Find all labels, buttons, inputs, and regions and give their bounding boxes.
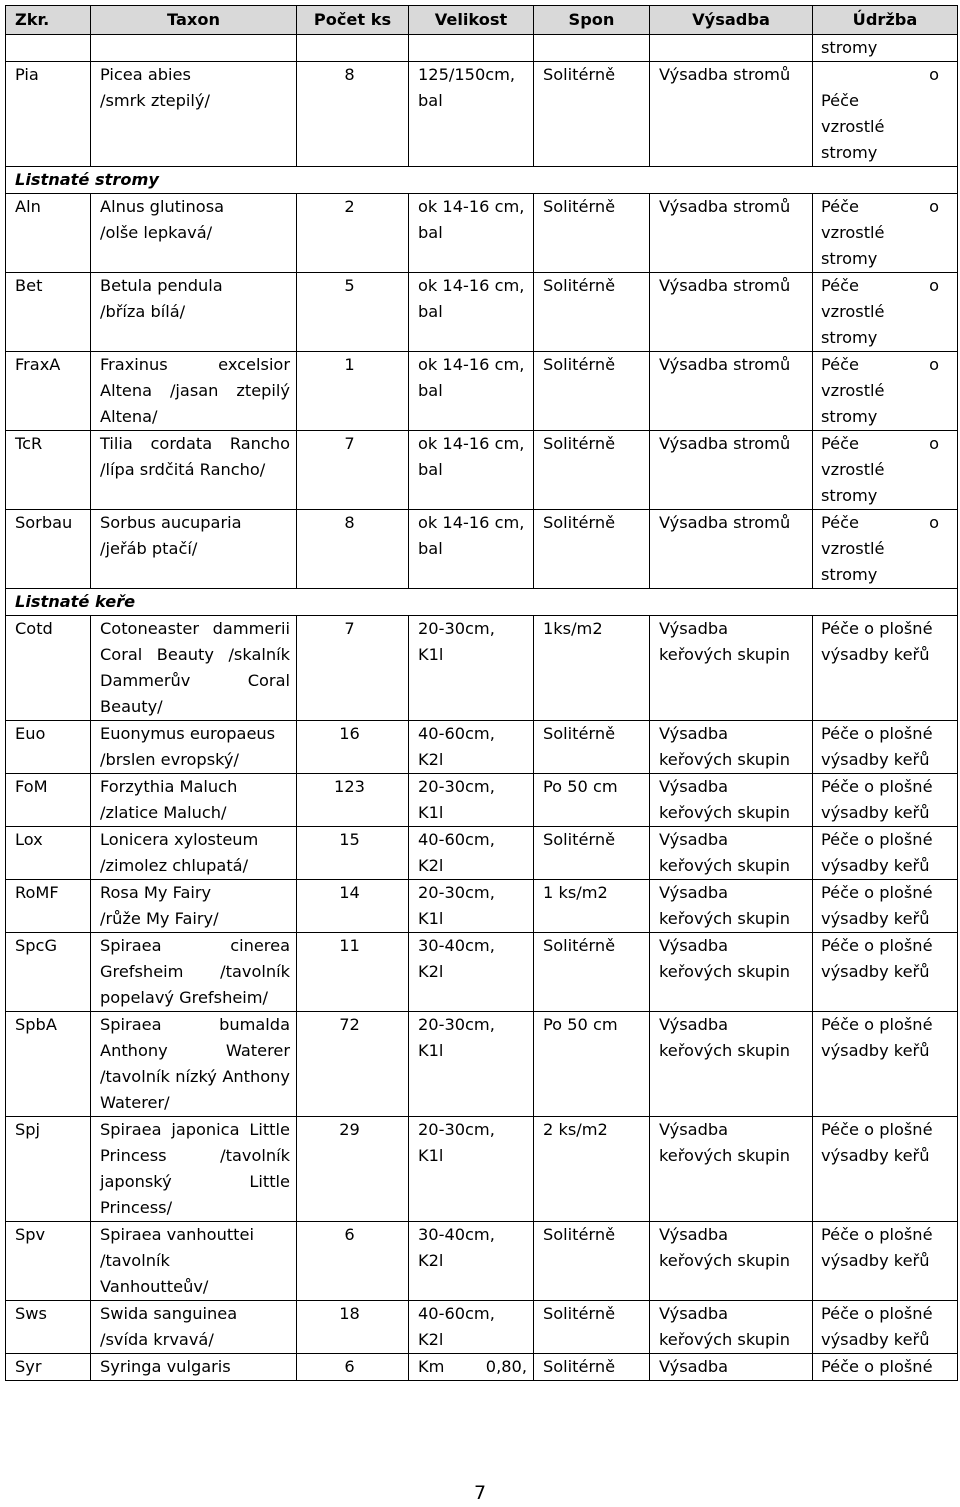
size-text: ok 14-16 cm, bal <box>418 513 525 558</box>
size-text: 0,80, <box>485 1357 527 1376</box>
taxon-cell <box>91 616 297 721</box>
care-label: Péče <box>821 513 860 532</box>
taxon-text: Spiraea japonica Little Princess /tavolník japonský Little Princess/ <box>100 1120 290 1217</box>
table-row <box>6 62 958 167</box>
count-cell: 14 <box>297 880 409 933</box>
planting-cell <box>650 1012 813 1117</box>
taxon-text: Sorbus aucuparia /jeřáb ptačí/ <box>100 513 242 558</box>
taxon-cell: Syringa vulgaris <box>91 1354 297 1381</box>
care-text: Péče o plošné výsadby keřů <box>821 936 933 981</box>
header-spacing: Spon <box>534 6 650 35</box>
care-label: Péče <box>821 434 860 453</box>
code-cell: SpcG <box>6 933 91 1012</box>
size-cell <box>409 194 534 273</box>
planting-text: Výsadba keřových skupin <box>659 777 791 822</box>
size-cell <box>409 62 534 167</box>
care-o: o <box>929 197 939 216</box>
code-cell: Lox <box>6 827 91 880</box>
taxon-cell <box>91 352 297 431</box>
code-cell: Euo <box>6 721 91 774</box>
spacing-cell: Solitérně <box>534 431 650 510</box>
care-text: Péče o plošné výsadby keřů <box>821 1304 933 1349</box>
taxon-cell <box>91 1012 297 1117</box>
size-text: 40-60cm, K2l <box>418 1304 495 1349</box>
taxon-cell <box>91 62 297 167</box>
taxon-text: Picea abies /smrk ztepilý/ <box>100 65 210 110</box>
size-cell <box>409 616 534 721</box>
care-cell <box>813 431 958 510</box>
size-text: 125/150cm, bal <box>418 65 516 110</box>
code-cell: SpbA <box>6 1012 91 1117</box>
code-cell: Syr <box>6 1354 91 1381</box>
count-cell: 123 <box>297 774 409 827</box>
care-text: Péče o plošné výsadby keřů <box>821 777 933 822</box>
planting-cell: Výsadba stromů <box>650 352 813 431</box>
care-label: Péče <box>821 197 860 216</box>
header-planting: Výsadba <box>650 6 813 35</box>
taxon-cell <box>91 510 297 589</box>
code-cell: Sws <box>6 1301 91 1354</box>
care-cell <box>813 194 958 273</box>
care-text: Péče o plošné výsadby keřů <box>821 1120 933 1165</box>
count-cell: 6 <box>297 1354 409 1381</box>
table-cell <box>91 35 297 62</box>
size-text: 40-60cm, K2l <box>418 724 495 769</box>
code-cell: Spj <box>6 1117 91 1222</box>
taxon-text: Spiraea bumalda Anthony Waterer /tavolník nízký Anthony Waterer/ <box>100 1015 290 1112</box>
care-cell <box>813 62 958 167</box>
code-cell: Bet <box>6 273 91 352</box>
size-text: ok 14-16 cm, bal <box>418 276 525 321</box>
planting-cell: Výsadba stromů <box>650 62 813 167</box>
count-cell: 8 <box>297 510 409 589</box>
planting-text: Výsadba keřových skupin <box>659 1015 791 1060</box>
spacing-cell: Solitérně <box>534 352 650 431</box>
header-row <box>6 6 958 35</box>
table-row <box>6 880 958 933</box>
care-cell <box>813 510 958 589</box>
taxon-text: Alnus glutinosa /olše lepkavá/ <box>100 197 225 242</box>
table-row <box>6 510 958 589</box>
size-cell <box>409 1354 534 1381</box>
planting-text: Výsadba keřových skupin <box>659 936 791 981</box>
size-cell <box>409 1301 534 1354</box>
care-cell <box>813 721 958 774</box>
code-cell: Pia <box>6 62 91 167</box>
taxon-text: Cotoneaster dammerii Coral Beauty /skalník Dammerův Coral Beauty/ <box>100 619 290 716</box>
taxon-cell <box>91 1117 297 1222</box>
planting-cell: Výsadba stromů <box>650 273 813 352</box>
section-title: Listnaté stromy <box>6 167 958 194</box>
count-cell: 8 <box>297 62 409 167</box>
taxon-cell <box>91 1301 297 1354</box>
table-row <box>6 616 958 721</box>
code-cell: Cotd <box>6 616 91 721</box>
taxon-text: Rosa My Fairy /růže My Fairy/ <box>100 883 219 928</box>
planting-text: Výsadba keřových skupin <box>659 830 791 875</box>
count-cell: 7 <box>297 431 409 510</box>
planting-cell <box>650 774 813 827</box>
count-cell: 18 <box>297 1301 409 1354</box>
care-text: Péče o plošné výsadby keřů <box>821 830 933 875</box>
planting-cell <box>650 1301 813 1354</box>
planting-cell: Výsadba <box>650 1354 813 1381</box>
care-rest: vzrostlé stromy <box>821 302 885 347</box>
count-cell: 29 <box>297 1117 409 1222</box>
taxon-text: Forzythia Maluch /zlatice Maluch/ <box>100 777 238 822</box>
taxon-cell <box>91 194 297 273</box>
taxon-cell <box>91 721 297 774</box>
care-cell <box>813 1222 958 1301</box>
size-text: ok 14-16 cm, bal <box>418 355 525 400</box>
spacing-cell: Solitérně <box>534 827 650 880</box>
table-row <box>6 933 958 1012</box>
count-cell: 1 <box>297 352 409 431</box>
care-o: o <box>929 434 939 453</box>
spacing-cell: Solitérně <box>534 721 650 774</box>
size-cell <box>409 1117 534 1222</box>
care-text <box>821 431 957 509</box>
size-cell <box>409 827 534 880</box>
size-text: 40-60cm, K2l <box>418 830 495 875</box>
taxon-text: Fraxinus excelsior Altena /jasan ztepilý Altena/ <box>100 355 290 426</box>
table-cell <box>409 35 534 62</box>
carryover-row <box>6 35 958 62</box>
size-cell <box>409 273 534 352</box>
table-row <box>6 721 958 774</box>
care-rest: vzrostlé stromy <box>821 539 885 584</box>
spacing-cell: Po 50 cm <box>534 774 650 827</box>
care-cell <box>813 933 958 1012</box>
size-cell <box>409 721 534 774</box>
care-cell <box>813 880 958 933</box>
size-text: 20-30cm, K1l <box>418 777 495 822</box>
care-text <box>821 194 957 272</box>
size-cell <box>409 880 534 933</box>
spacing-cell: Solitérně <box>534 933 650 1012</box>
code-cell: TcR <box>6 431 91 510</box>
care-label: Péče <box>821 355 860 374</box>
table-row <box>6 1117 958 1222</box>
care-text <box>821 510 957 588</box>
care-cell <box>813 616 958 721</box>
taxon-text: Spiraea cinerea Grefsheim /tavolník popelavý Grefsheim/ <box>100 936 290 1007</box>
care-text <box>821 273 957 351</box>
planting-cell: Výsadba stromů <box>650 510 813 589</box>
code-cell: Aln <box>6 194 91 273</box>
table-row <box>6 774 958 827</box>
care-rest: vzrostlé stromy <box>821 381 885 426</box>
care-text: Péče o plošné výsadby keřů <box>821 883 933 928</box>
count-cell: 7 <box>297 616 409 721</box>
planting-cell <box>650 827 813 880</box>
planting-cell <box>650 616 813 721</box>
planting-cell <box>650 933 813 1012</box>
count-cell: 6 <box>297 1222 409 1301</box>
care-cell <box>813 352 958 431</box>
taxon-cell <box>91 431 297 510</box>
planting-cell <box>650 1117 813 1222</box>
taxon-text: Betula pendula /bříza bílá/ <box>100 276 223 321</box>
table-row <box>6 827 958 880</box>
size-cell <box>409 1222 534 1301</box>
care-o: o <box>929 276 939 295</box>
planting-text: Výsadba keřových skupin <box>659 619 791 664</box>
care-text <box>821 352 957 430</box>
table-row <box>6 1354 958 1381</box>
size-cell <box>409 774 534 827</box>
spacing-cell: Solitérně <box>534 62 650 167</box>
size-text: 30-40cm, K2l <box>418 936 495 981</box>
table-row <box>6 273 958 352</box>
code-cell: FoM <box>6 774 91 827</box>
spacing-cell: 2 ks/m2 <box>534 1117 650 1222</box>
size-text: 20-30cm, K1l <box>418 619 495 664</box>
care-cell <box>813 273 958 352</box>
care-cell: Péče o plošné <box>813 1354 958 1381</box>
care-o: o <box>929 355 939 374</box>
planting-cell: Výsadba stromů <box>650 431 813 510</box>
table-cell <box>297 35 409 62</box>
care-text: Péče o plošné výsadby keřů <box>821 619 933 664</box>
taxon-cell <box>91 827 297 880</box>
planting-cell <box>650 880 813 933</box>
spacing-cell: Po 50 cm <box>534 1012 650 1117</box>
care-cell <box>813 1012 958 1117</box>
planting-text: Výsadba keřových skupin <box>659 1120 791 1165</box>
spacing-cell: Solitérně <box>534 194 650 273</box>
size-cell <box>409 1012 534 1117</box>
planting-cell: Výsadba stromů <box>650 194 813 273</box>
plant-table <box>5 5 958 1381</box>
taxon-text: Tilia cordata Rancho /lípa srdčitá Rancho/ <box>100 434 290 479</box>
size-text: 20-30cm, K1l <box>418 1120 495 1165</box>
spacing-cell: Solitérně <box>534 510 650 589</box>
care-label: Péče <box>821 91 860 110</box>
care-rest: vzrostlé stromy <box>821 223 885 268</box>
taxon-text: Spiraea vanhouttei /tavolník Vanhoutteův/ <box>100 1225 254 1296</box>
page-number: 7 <box>473 1482 487 1504</box>
table-row <box>6 431 958 510</box>
planting-cell <box>650 1222 813 1301</box>
planting-text: Výsadba keřových skupin <box>659 1225 791 1270</box>
taxon-cell <box>91 1222 297 1301</box>
table-row <box>6 1222 958 1301</box>
care-cell <box>813 774 958 827</box>
size-text: ok 14-16 cm, bal <box>418 434 525 479</box>
taxon-text: Lonicera xylosteum /zimolez chlupatá/ <box>100 830 259 875</box>
header-count: Počet ks <box>297 6 409 35</box>
count-cell: 2 <box>297 194 409 273</box>
taxon-text: Euonymus europaeus /brslen evropský/ <box>100 724 276 769</box>
count-cell: 5 <box>297 273 409 352</box>
taxon-cell <box>91 880 297 933</box>
header-taxon: Taxon <box>91 6 297 35</box>
taxon-text: Swida sanguinea /svída krvavá/ <box>100 1304 238 1349</box>
care-rest: vzrostlé stromy <box>821 117 885 162</box>
size-text: 30-40cm, K2l <box>418 1225 495 1270</box>
header-code: Zkr. <box>6 6 91 35</box>
header-care: Údržba <box>813 6 958 35</box>
size-text: 20-30cm, K1l <box>418 883 495 928</box>
spacing-cell: Solitérně <box>534 1354 650 1381</box>
section-row-shrubs <box>6 589 958 616</box>
care-cell <box>813 827 958 880</box>
size-cell <box>409 510 534 589</box>
size-cell <box>409 352 534 431</box>
spacing-cell: Solitérně <box>534 1222 650 1301</box>
header-size: Velikost <box>409 6 534 35</box>
care-text: Péče o plošné výsadby keřů <box>821 1225 933 1270</box>
size-text: ok 14-16 cm, bal <box>418 197 525 242</box>
care-label: Péče <box>821 276 860 295</box>
size-text: 20-30cm, K1l <box>418 1015 495 1060</box>
taxon-cell <box>91 933 297 1012</box>
code-cell: Spv <box>6 1222 91 1301</box>
code-cell: Sorbau <box>6 510 91 589</box>
taxon-cell <box>91 273 297 352</box>
count-cell: 15 <box>297 827 409 880</box>
spacing-cell: Solitérně <box>534 273 650 352</box>
table-cell <box>650 35 813 62</box>
section-row-trees <box>6 167 958 194</box>
size-cell <box>409 933 534 1012</box>
care-text: Péče o plošné výsadby keřů <box>821 1015 933 1060</box>
care-cell: stromy <box>813 35 958 62</box>
care-text <box>821 62 957 166</box>
table-row <box>6 1301 958 1354</box>
table-cell <box>6 35 91 62</box>
count-cell: 72 <box>297 1012 409 1117</box>
planting-cell <box>650 721 813 774</box>
table-cell <box>534 35 650 62</box>
count-cell: 11 <box>297 933 409 1012</box>
count-cell: 16 <box>297 721 409 774</box>
code-cell: RoMF <box>6 880 91 933</box>
care-o: o <box>929 513 939 532</box>
spacing-cell: 1 ks/m2 <box>534 880 650 933</box>
planting-text: Výsadba keřových skupin <box>659 1304 791 1349</box>
care-rest: vzrostlé stromy <box>821 460 885 505</box>
table-row <box>6 194 958 273</box>
care-cell <box>813 1301 958 1354</box>
taxon-cell <box>91 774 297 827</box>
size-cell <box>409 431 534 510</box>
table-row <box>6 1012 958 1117</box>
care-text: Péče o plošné výsadby keřů <box>821 724 933 769</box>
size-text: Km <box>418 1357 445 1376</box>
care-o: o <box>929 65 939 84</box>
spacing-cell: 1ks/m2 <box>534 616 650 721</box>
spacing-cell: Solitérně <box>534 1301 650 1354</box>
table-row <box>6 352 958 431</box>
section-title: Listnaté keře <box>6 589 958 616</box>
planting-text: Výsadba keřových skupin <box>659 724 791 769</box>
planting-text: Výsadba keřových skupin <box>659 883 791 928</box>
care-cell <box>813 1117 958 1222</box>
code-cell: FraxA <box>6 352 91 431</box>
